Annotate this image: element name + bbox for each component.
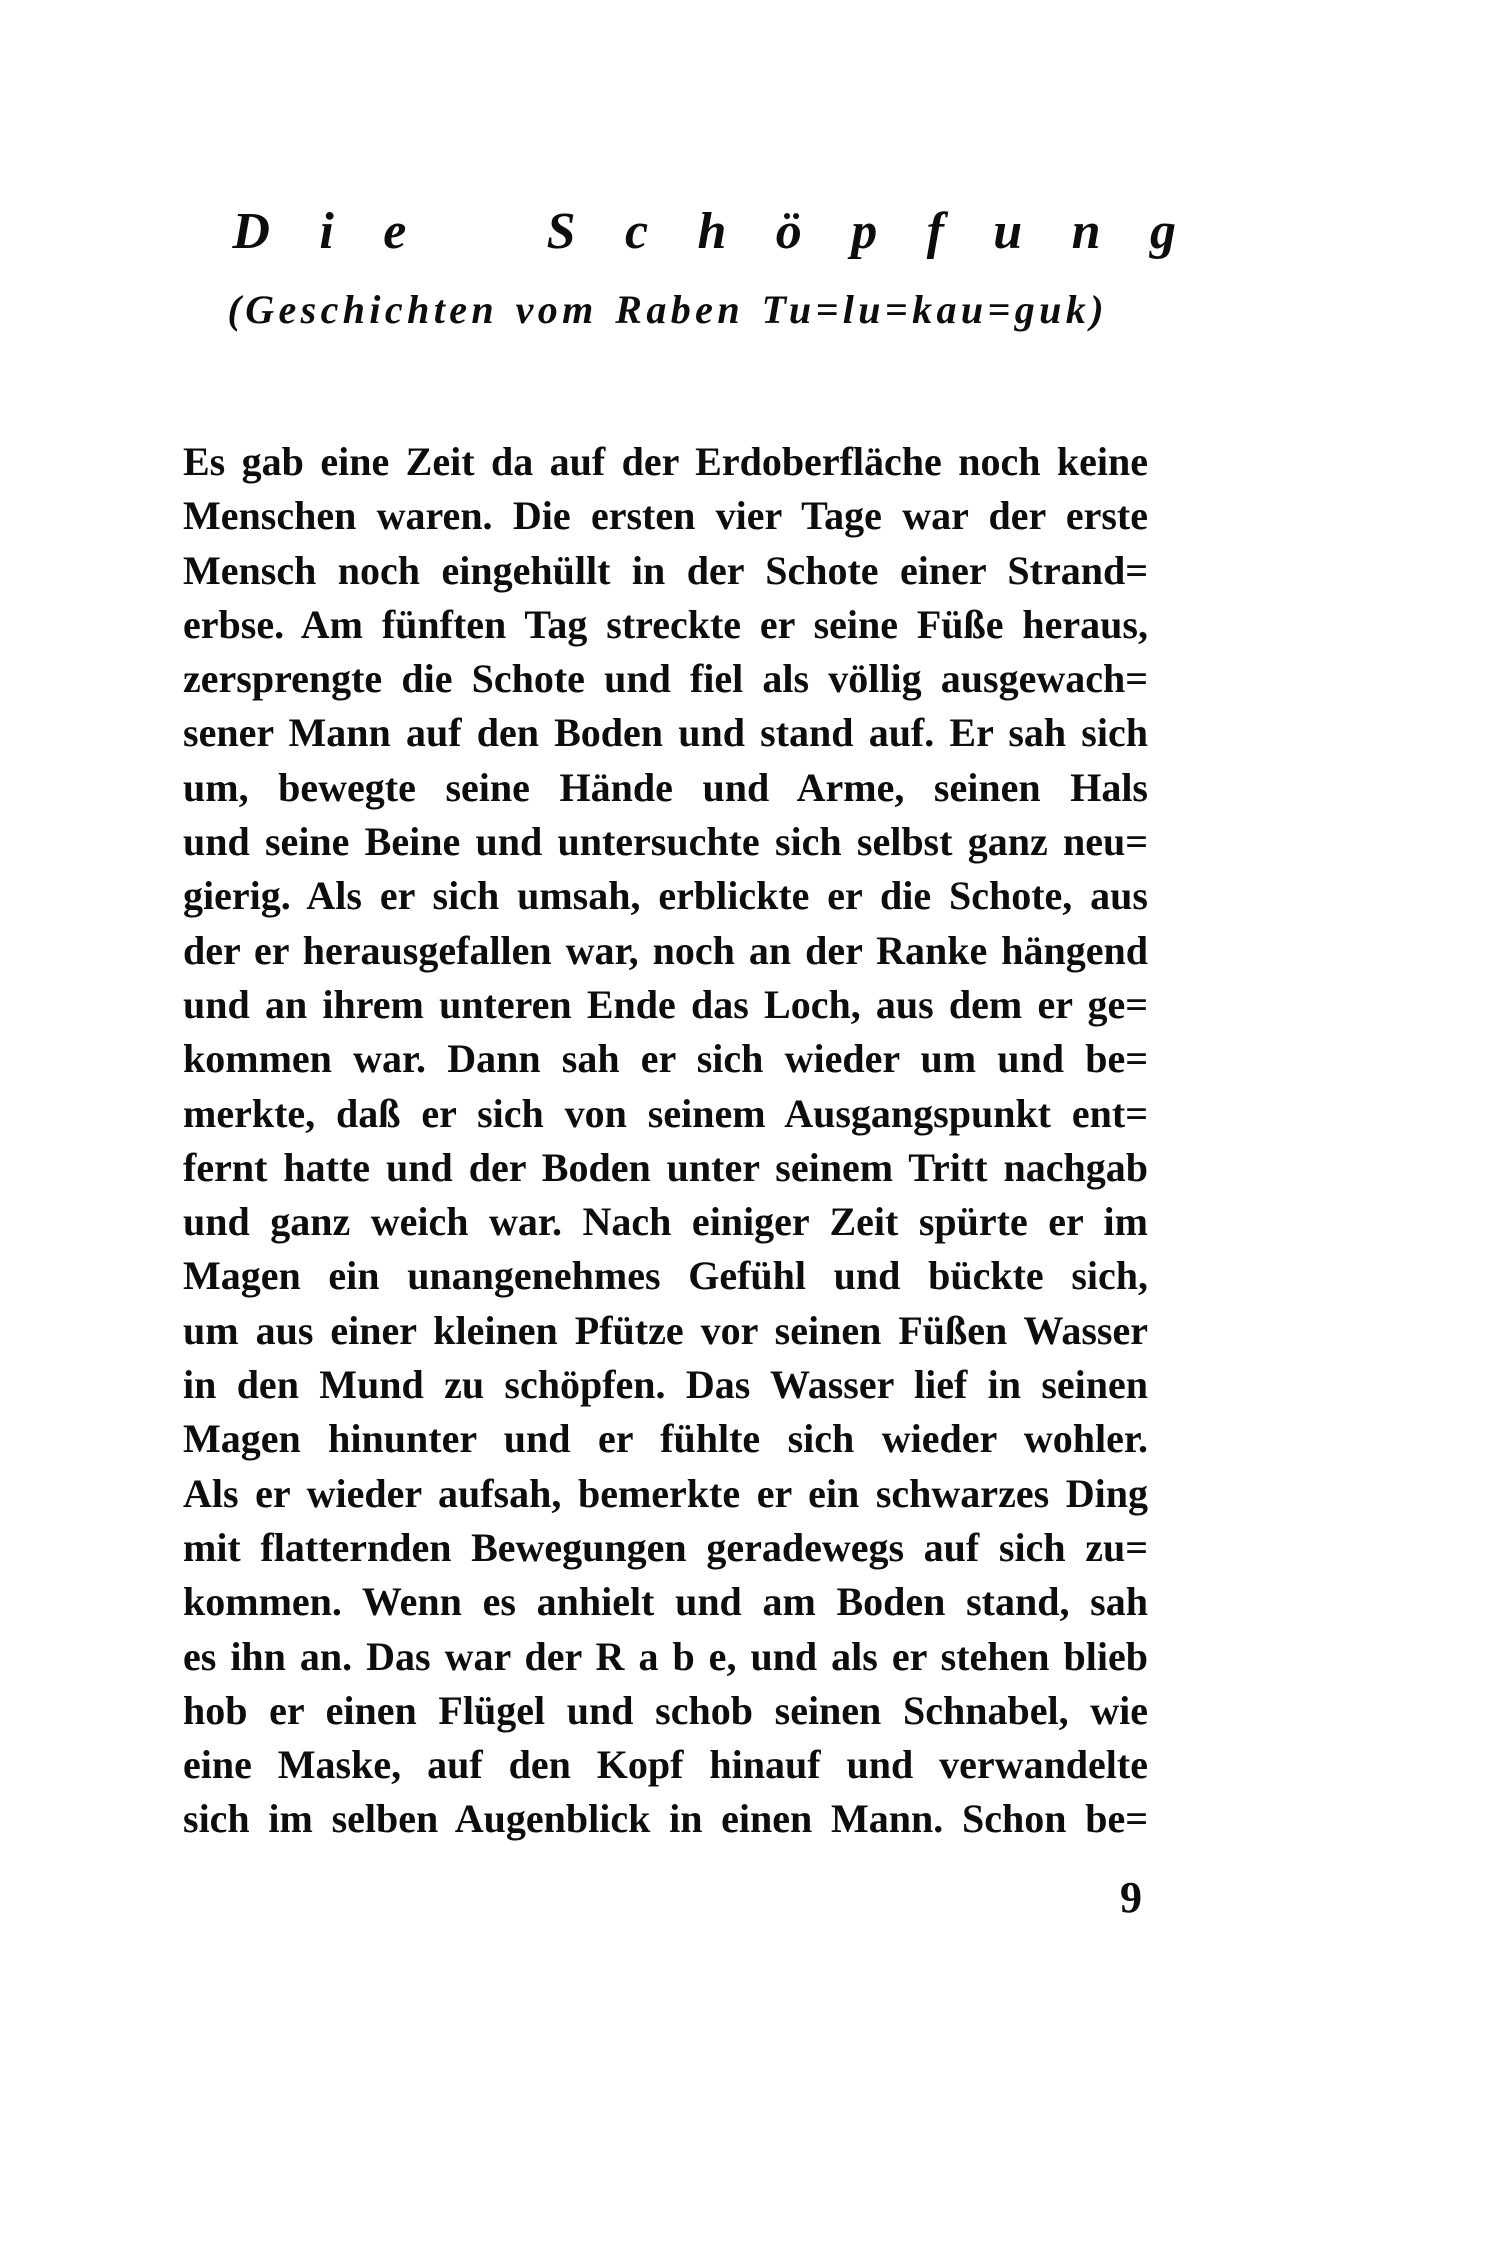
text-line: um, bewegte seine Hände und Arme, seinen Hals [183,764,1148,810]
text-line: kommen. Wenn es anhielt und am Boden stand, sah [183,1579,1148,1625]
text-line: hob er einen Flügel und schob seinen Schnabel, wie [183,1687,1148,1733]
text-line: gierig. Als er sich umsah, erblickte er die Schote, aus [183,873,1148,919]
text-line: Als er wieder aufsah, bemerkte er ein schwarzes Ding [183,1470,1148,1516]
text-line: erbse. Am fünften Tag streckte er seine Füße heraus, [183,601,1148,647]
text-line: sener Mann auf den Boden und stand auf. Er sah sich [183,710,1148,756]
text-line: und an ihrem unteren Ende das Loch, aus dem er ge= [183,981,1148,1027]
text-line: sich im selben Augenblick in einen Mann. Schon be= [183,1796,1148,1842]
text-line: und seine Beine und untersuchte sich selbst ganz neu= [183,819,1148,865]
text-line: kommen war. Dann sah er sich wieder um und be= [183,1036,1148,1082]
text-line: und ganz weich war. Nach einiger Zeit spürte er im [183,1199,1148,1245]
text-line: zersprengte die Schote und fiel als völlig ausgewach= [183,656,1148,702]
text-line: um aus einer kleinen Pfütze vor seinen Füßen Wasser [183,1307,1148,1353]
text-line: Magen hinunter und er fühlte sich wieder wohler. [183,1416,1148,1462]
text-line: Mensch noch eingehüllt in der Schote einer Strand= [183,547,1148,593]
text-line: eine Maske, auf den Kopf hinauf und verwandelte [183,1742,1148,1788]
text-line: mit flatternden Bewegungen geradewegs auf sich zu= [183,1524,1148,1570]
text-line: fernt hatte und der Boden unter seinem Tritt nachgab [183,1144,1148,1190]
text-line: merkte, daß er sich von seinem Ausgangspunkt ent= [183,1090,1148,1136]
chapter-subtitle: (Geschichten vom Raben Tu=lu=kau=guk) [227,287,1108,332]
text-line: Es gab eine Zeit da auf der Erdoberfläche noch keine [183,439,1148,484]
text-line: Menschen waren. Die ersten vier Tage war der erste [183,493,1148,539]
text-line: Magen ein unangenehmes Gefühl und bückte sich, [183,1253,1148,1299]
text-line: der er herausgefallen war, noch an der Ranke hängend [183,927,1148,973]
text-line: es ihn an. Das war der R a b e, und als er stehen blieb [183,1633,1148,1679]
text-line: in den Mund zu schöpfen. Das Wasser lief in seinen [183,1362,1148,1408]
page-number: 9 [1120,1873,1142,1922]
chapter-title: Die Schöpfung [232,203,1226,260]
body-text [183,435,1148,1847]
